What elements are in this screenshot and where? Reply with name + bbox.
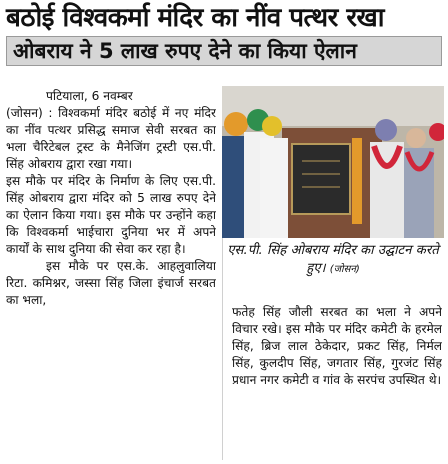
subheadline: ओबराय ने 5 लाख रुपए देने का किया ऐलान (6, 36, 442, 66)
article-paragraph: इस मौके पर एस.के. आहलुवालिया रिटा. कमिश्नर, जस्सा सिंह जिला इंचार्ज सरबत का भला, (6, 259, 216, 307)
article-paragraph: (जोसन) : विश्वकर्मा मंदिर बठोई में नए मंदिर का नींव पत्थर प्रसिद्ध समाज सेवी सरबत का भला चैरिटेबल ट्रस्ट के मैनेजिंग ट्रस्टी एस.पी. सिंह ओबराय द्वारा रखा गया। (6, 106, 216, 171)
article-paragraph: इस मौके पर मंदिर के निर्माण के लिए एस.पी. सिंह ओबराय द्वारा मंदिर को 5 लाख रुपए देने का ऐलान किया गया। इस मौके पर उन्होंने कहा कि विश्वकर्मा भाईचारा दुनिया भर में अपने कार्यों के साथ दुनिया की सेवा कर रहा है। (6, 174, 216, 256)
photo-credit: (जोसन) (329, 264, 360, 275)
caption-text: एस.पी. सिंह ओबराय मंदिर का उद्घाटन करते हुए। (227, 243, 439, 276)
article-column-right (232, 304, 442, 462)
dateline: पटियाला, 6 नवम्बर (46, 89, 133, 103)
headline: बठोई विश्वकर्मा मंदिर का नींव पत्थर रखा (6, 3, 384, 33)
photo-caption (222, 242, 444, 279)
article-paragraph: फतेह सिंह जौली सरबत का भला ने अपने विचार रखे। इस मौके पर मंदिर कमेटी के हरमेल सिंह, ब्रिज लाल ठेकेदार, प्रकट सिंह, निर्मल सिंह, कुलदीप सिंह, जगतार सिंह, गुरजंट सिंह प्रधान नगर कमेटी व गांव के सरपंच उपस्थित थे। (232, 305, 442, 387)
news-photo (222, 86, 444, 238)
article-column-left (6, 88, 216, 460)
ceremony-photo-illustration (222, 86, 444, 238)
